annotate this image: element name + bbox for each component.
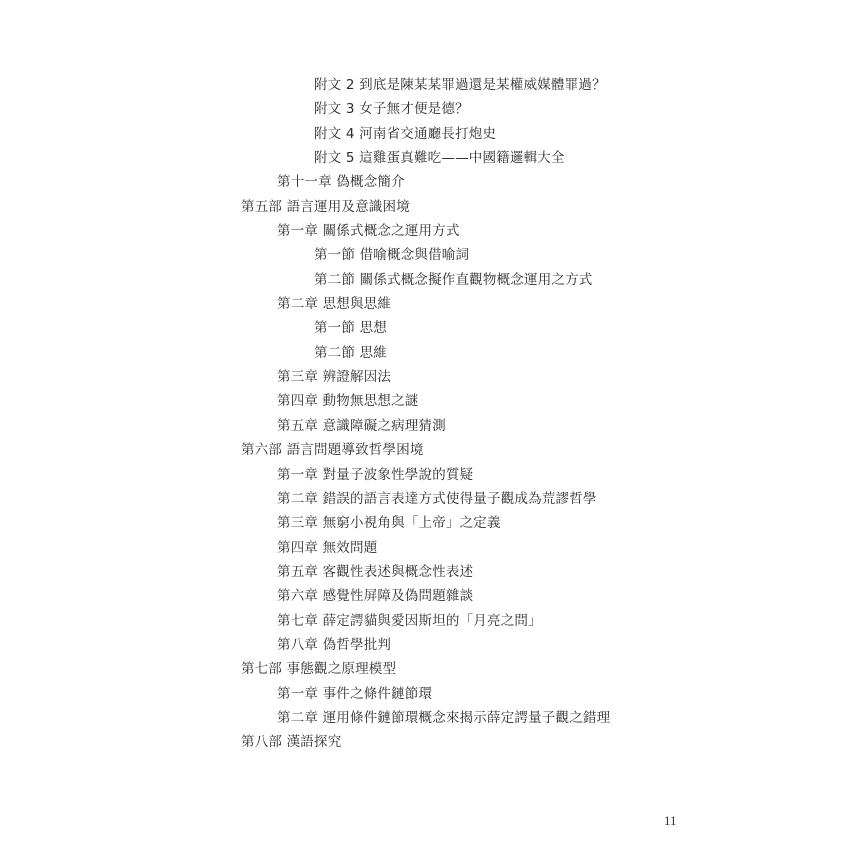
- toc-chapter[interactable]: 第四章 無效問題: [277, 539, 378, 556]
- toc-chapter[interactable]: 第六章 感覺性屏障及偽問題雜談: [277, 588, 474, 605]
- toc-section[interactable]: 第一節 借喻概念與借喻詞: [314, 247, 470, 264]
- toc-chapter[interactable]: 第一章 事件之條件鏈節環: [277, 685, 433, 702]
- toc-chapter[interactable]: 第五章 客觀性表述與概念性表述: [277, 563, 474, 580]
- toc-chapter[interactable]: 第四章 動物無思想之謎: [277, 393, 419, 410]
- toc-chapter[interactable]: 第二章 思想與思維: [277, 296, 392, 313]
- toc-appendix-4[interactable]: 附文 4 河南省交通廳長打炮史: [314, 125, 497, 142]
- toc-chapter[interactable]: 第二章 錯誤的語言表達方式使得量子觀成為荒謬哲學: [277, 490, 597, 507]
- toc-section[interactable]: 第二節 關係式概念擬作直觀物概念運用之方式: [314, 271, 593, 288]
- toc-appendix-5[interactable]: 附文 5 這雞蛋真難吃——中國籍邏輯大全: [314, 150, 565, 167]
- toc-chapter[interactable]: 第三章 辨證解因法: [277, 369, 392, 386]
- toc-chapter[interactable]: 第一章 對量子波象性學說的質疑: [277, 466, 474, 483]
- toc-part-5[interactable]: 第五部 語言運用及意識困境: [241, 198, 410, 215]
- toc-part-8[interactable]: 第八部 漢語探究: [241, 734, 342, 751]
- page-number: 11: [664, 813, 677, 828]
- table-of-contents: [0, 73, 610, 755]
- toc-chapter[interactable]: 第五章 意識障礙之病理猜測: [277, 417, 446, 434]
- toc-section[interactable]: 第一節 思想: [314, 320, 387, 337]
- toc-chapter[interactable]: 第三章 無窮小視角與「上帝」之定義: [277, 515, 501, 532]
- toc-part-6[interactable]: 第六部 語言問題導致哲學困境: [241, 442, 424, 459]
- toc-section[interactable]: 第二節 思維: [314, 344, 387, 361]
- toc-chapter[interactable]: 第一章 關係式概念之運用方式: [277, 223, 460, 240]
- toc-chapter[interactable]: 第十一章 偽概念簡介: [277, 174, 405, 191]
- toc-chapter[interactable]: 第七章 薛定諤貓與愛因斯坦的「月亮之問」: [277, 612, 542, 629]
- toc-part-7[interactable]: 第七部 事態觀之原理模型: [241, 661, 397, 678]
- toc-appendix-2[interactable]: 附文 2 到底是陳某某罪過還是某權威媒體罪過？: [314, 77, 606, 93]
- toc-chapter[interactable]: 第二章 運用條件鏈節環概念來揭示薛定諤量子觀之錯理: [277, 709, 611, 726]
- toc-appendix-3[interactable]: 附文 3 女子無才便是德？: [314, 101, 469, 118]
- toc-chapter[interactable]: 第八章 偽哲學批判: [277, 636, 392, 653]
